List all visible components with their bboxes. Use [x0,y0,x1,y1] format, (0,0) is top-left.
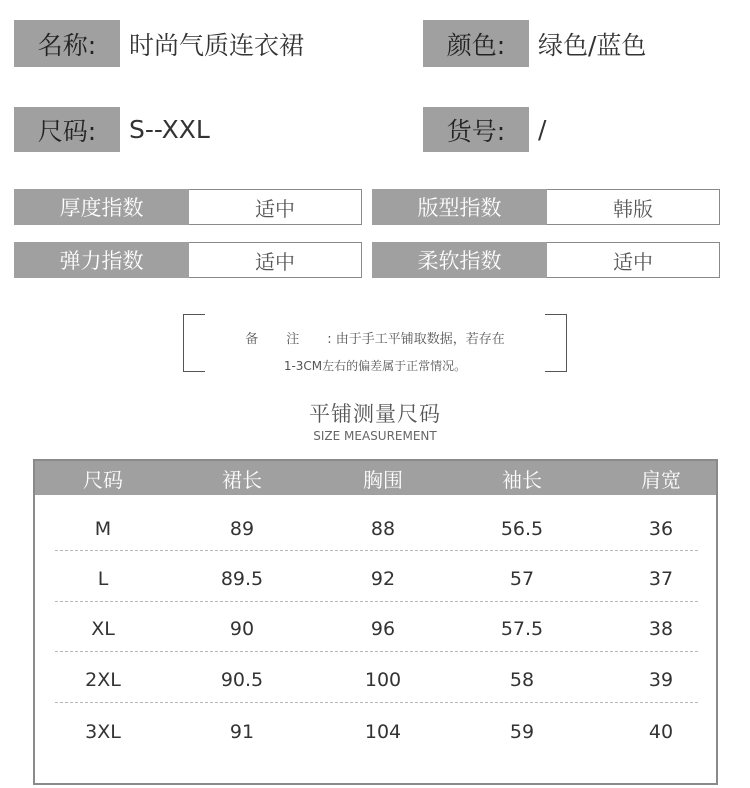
cell-shoulder: 39 [648,669,674,691]
cell-shoulder: 36 [648,518,674,540]
size-label: 尺码: [14,107,120,152]
color-label: 颜色: [423,20,529,67]
elasticity-index-value: 适中 [189,242,362,278]
cell-length: 89 [229,518,255,540]
fit-index-value: 韩版 [547,189,720,225]
cell-shoulder: 40 [648,721,674,743]
softness-index-value: 适中 [547,242,720,278]
cell-sleeve: 58 [509,669,535,691]
cell-bust: 104 [364,721,402,743]
size-table [33,459,718,785]
thickness-index-value: 适中 [189,189,362,225]
row-divider [55,702,698,703]
cell-sleeve: 56.5 [500,518,544,540]
color-value: 绿色/蓝色 [538,30,647,60]
size-value: S--XXL [129,115,210,144]
note-text-1: 由于手工平铺取数据，若存在 [335,332,505,347]
cell-bust: 96 [370,618,396,640]
sku-label: 货号: [423,107,529,152]
cell-length: 90 [229,618,255,640]
note-line-1: 备注: 由于手工平铺取数据，若存在 [183,328,567,347]
cell-size: L [97,568,109,590]
table-row [35,655,716,705]
header-shoulder: 肩宽 [641,467,681,492]
note-key: 备注 [245,332,328,347]
table-row [35,707,716,757]
cell-shoulder: 37 [648,568,674,590]
table-row [35,554,716,604]
table-row [35,504,716,554]
cell-bust: 92 [370,568,396,590]
fit-index-label: 版型指数 [372,189,547,225]
thickness-index-label: 厚度指数 [14,189,189,225]
row-divider [55,550,698,551]
header-size: 尺码 [83,467,123,492]
cell-size: M [94,518,112,540]
cell-size: XL [91,618,115,640]
cell-sleeve: 59 [509,721,535,743]
cell-sleeve: 57 [509,568,535,590]
cell-bust: 100 [364,669,402,691]
cell-bust: 88 [370,518,396,540]
size-table-subtitle: SIZE MEASUREMENT [313,429,437,443]
row-divider [55,601,698,602]
softness-index-label: 柔软指数 [372,242,547,278]
cell-size: 3XL [85,721,121,743]
cell-length: 91 [229,721,255,743]
note-box [183,314,567,374]
table-row [35,604,716,654]
header-sleeve: 袖长 [502,467,542,492]
sku-value: / [538,115,547,144]
cell-sleeve: 57.5 [500,618,544,640]
cell-length: 90.5 [220,669,264,691]
cell-length: 89.5 [220,568,264,590]
size-table-title: 平铺测量尺码 [309,402,441,426]
name-label: 名称: [14,20,120,67]
note-line-2: 1-3CM左右的偏差属于正常情况。 [283,359,467,373]
header-bust: 胸围 [363,467,403,492]
cell-shoulder: 38 [648,618,674,640]
name-value: 时尚气质连衣裙 [129,30,305,60]
elasticity-index-label: 弹力指数 [14,242,189,278]
header-length: 裙长 [222,467,262,492]
cell-size: 2XL [85,669,121,691]
size-table-header [35,461,716,495]
row-divider [55,651,698,652]
